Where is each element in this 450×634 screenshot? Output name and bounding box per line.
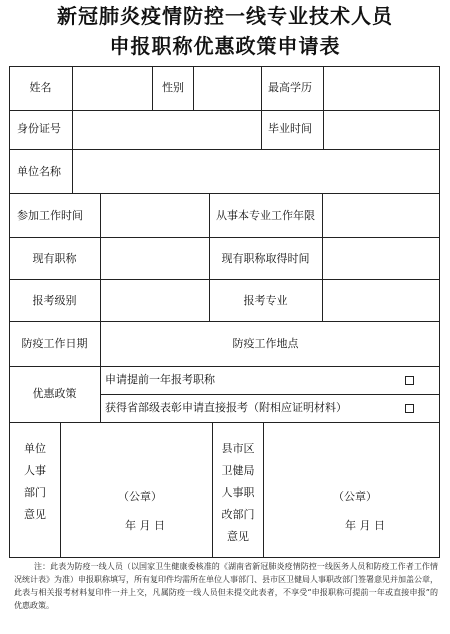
row-divider — [9, 110, 440, 111]
form-note: 注：此表为防疫一线人员（以国家卫生健康委核准的《湖南省新冠肺炎疫情防控一线医务人员和防疫工作者工作情况统计表》为准）申报职称填写，所有复印件均需所在单位人事部门、县市区卫健局人事职改部门签署意见并加盖公章，此表与相关报考材料复印件一并上交，凡属防疫一线人员但未提交此表者，不享受“申报职称可提前一年或直接申报”的优惠政策。 — [14, 562, 438, 610]
col-divider — [263, 422, 264, 558]
col-divider — [322, 193, 323, 321]
col-divider — [72, 66, 73, 193]
row-divider — [100, 394, 440, 395]
label-graduation-time: 毕业时间 — [268, 122, 312, 135]
col-divider — [193, 66, 194, 110]
unit-date: 年 月 日 — [125, 519, 165, 532]
form-title-line1: 新冠肺炎疫情防控一线专业技术人员 — [57, 4, 393, 28]
label-policy: 优惠政策 — [32, 387, 77, 400]
policy-option-advance: 申请提前一年报考职称 — [105, 373, 215, 386]
row-divider — [9, 366, 440, 367]
unit-label-4: 意见 — [24, 508, 46, 521]
row-divider — [9, 279, 440, 280]
row-divider — [9, 193, 440, 194]
label-id-number: 身份证号 — [17, 122, 61, 135]
label-apply-major: 报考专业 — [243, 294, 288, 307]
county-label-4: 改部门 — [221, 508, 255, 521]
policy-option-direct: 获得省部级表彰申请直接报考（附相应证明材料） — [105, 401, 347, 414]
col-divider — [100, 193, 101, 422]
unit-label-3: 部门 — [24, 486, 46, 499]
col-divider — [60, 422, 61, 558]
label-title-date: 现有职称取得时间 — [221, 252, 310, 265]
col-divider — [212, 422, 213, 558]
col-divider — [323, 66, 324, 149]
unit-opinion-label — [20, 438, 50, 526]
label-name: 姓名 — [29, 81, 52, 94]
label-gender: 性别 — [162, 81, 184, 94]
county-seal: （公章） — [333, 490, 377, 503]
row-divider — [9, 237, 440, 238]
county-label-1: 县市区 — [221, 442, 255, 455]
checkbox-policy-advance[interactable] — [405, 376, 414, 385]
label-epidemic-date: 防疫工作日期 — [21, 337, 88, 350]
county-label-5: 意见 — [227, 530, 249, 543]
col-divider — [261, 66, 262, 149]
county-label-3: 人事职 — [221, 486, 255, 499]
label-current-title: 现有职称 — [32, 252, 77, 265]
label-major-years: 从事本专业工作年限 — [216, 209, 315, 222]
label-apply-level: 报考级别 — [32, 294, 77, 307]
checkbox-policy-direct[interactable] — [405, 404, 414, 413]
label-epidemic-place: 防疫工作地点 — [232, 337, 299, 350]
county-label-2: 卫健局 — [221, 464, 255, 477]
label-work-unit: 单位名称 — [17, 165, 61, 178]
row-divider — [9, 422, 440, 423]
unit-label-2: 人事 — [24, 464, 46, 477]
label-work-start: 参加工作时间 — [17, 209, 83, 222]
col-divider — [152, 66, 153, 110]
row-divider — [9, 321, 440, 322]
county-date: 年 月 日 — [345, 519, 385, 532]
unit-seal: （公章） — [118, 490, 162, 503]
row-divider — [9, 149, 440, 150]
unit-label-1: 单位 — [24, 442, 46, 455]
county-opinion-label — [217, 438, 259, 548]
label-education: 最高学历 — [268, 81, 312, 94]
form-title-line2: 申报职称优惠政策申请表 — [109, 34, 341, 58]
